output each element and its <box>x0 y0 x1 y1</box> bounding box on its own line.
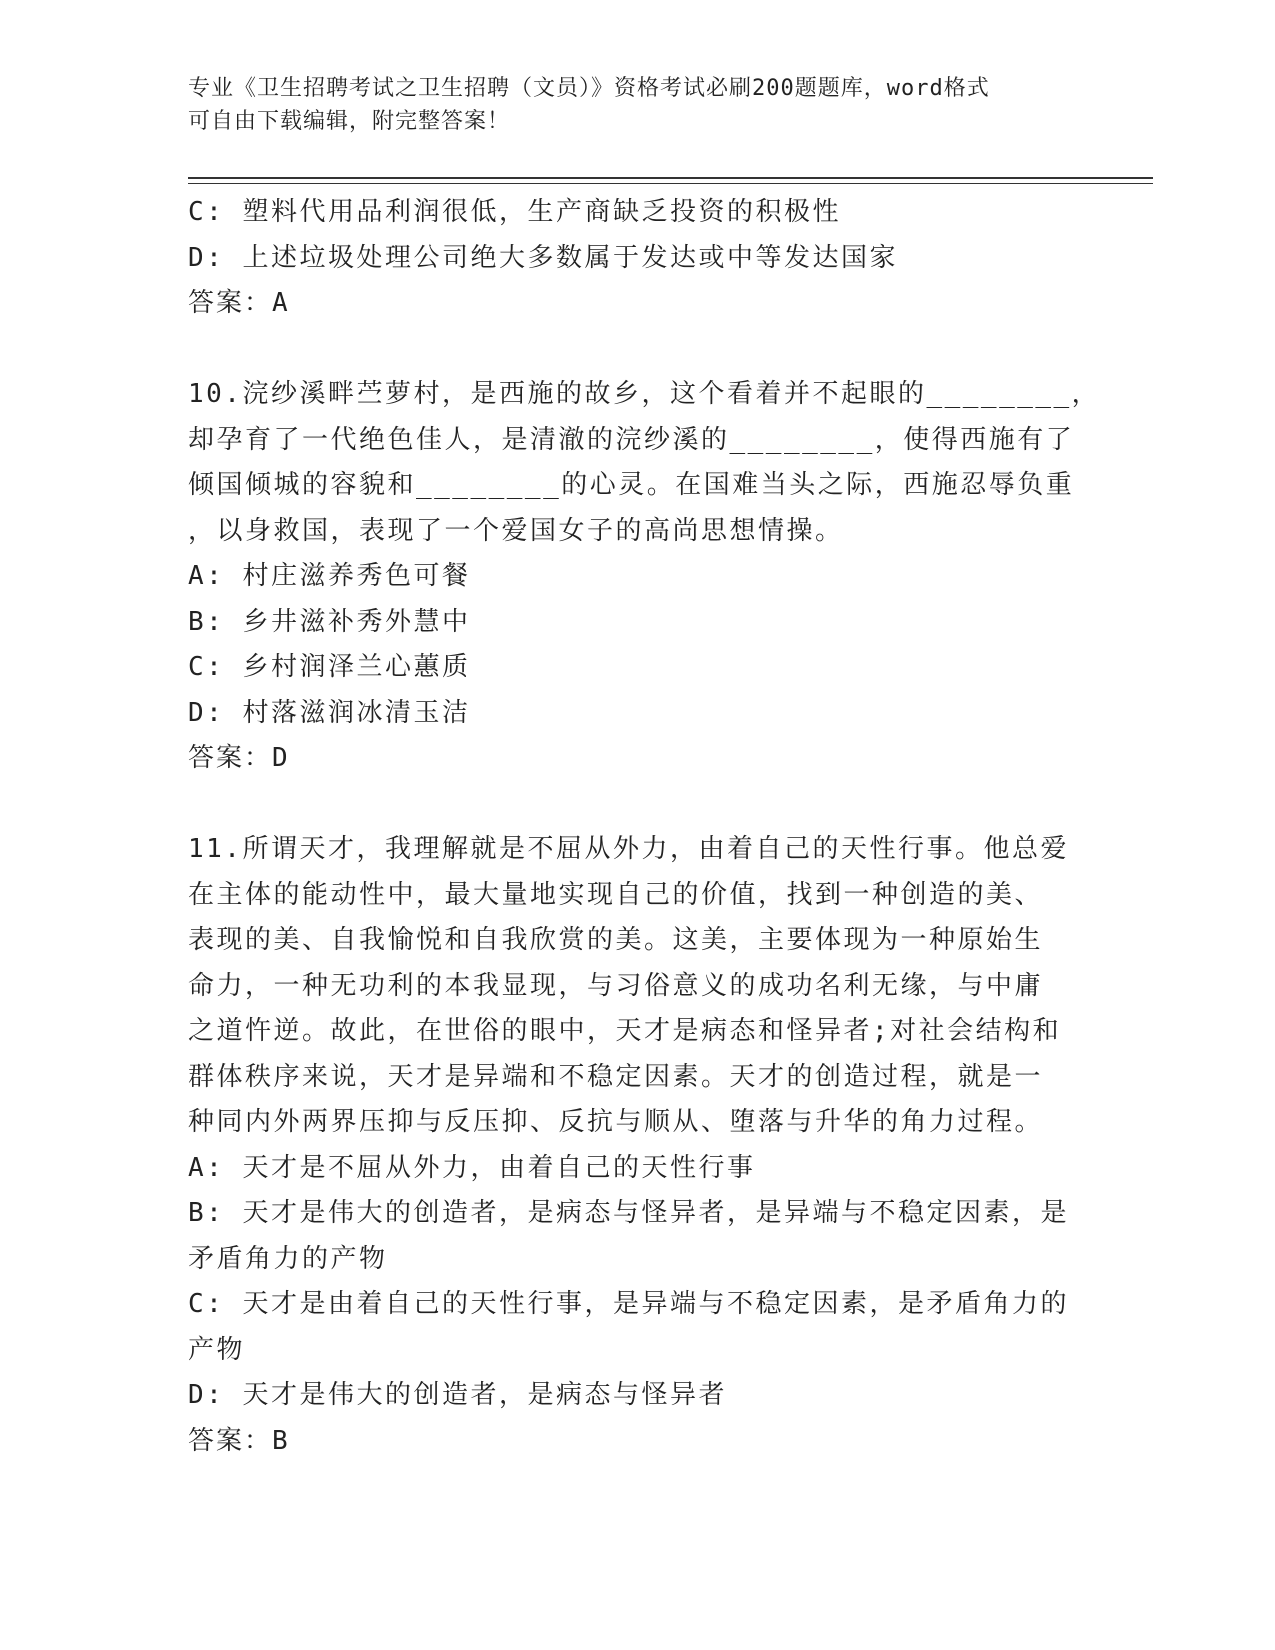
question-stem: 之道忤逆。故此，在世俗的眼中，天才是病态和怪异者;对社会结构和 <box>188 1016 1062 1046</box>
option-d: D: 上述垃圾处理公司绝大多数属于发达或中等发达国家 <box>188 242 898 273</box>
question-10 <box>188 372 1101 782</box>
question-stem: ，以身救国，表现了一个爱国女子的高尚思想情操。 <box>188 515 844 546</box>
header-title-line2: 可自由下载编辑，附完整答案！ <box>188 109 511 134</box>
spacer <box>188 327 1088 373</box>
question-stem: 表现的美、自我愉悦和自我欣赏的美。这美，主要体现为一种原始生 <box>188 925 1044 955</box>
question-stem: 10.浣纱溪畔苎萝村，是西施的故乡，这个看着并不起眼的________， <box>188 379 1101 409</box>
question-stem: 倾国倾城的容貌和________的心灵。在国难当头之际，西施忍辱负重 <box>188 470 1075 500</box>
question-stem: 在主体的能动性中，最大量地实现自己的价值，找到一种创造的美、 <box>188 879 1044 910</box>
prev-question <box>188 190 1088 327</box>
question-stem: 群体秩序来说，天才是异端和不稳定因素。天才的创造过程，就是一 <box>188 1061 1044 1092</box>
document-body <box>188 190 1101 1464</box>
option-a: A: 天才是不屈从外力，由着自己的天性行事 <box>188 1152 756 1183</box>
answer: 答案：B <box>188 1425 290 1456</box>
header-rule-thick <box>188 177 1153 179</box>
option-d: D: 天才是伟大的创造者，是病态与怪异者 <box>188 1380 727 1410</box>
header-title-line1: 专业《卫生招聘考试之卫生招聘（文员）》资格考试必刷200题题库，word格式 <box>188 76 990 101</box>
option-d: D: 村落滋润冰清玉洁 <box>188 697 471 728</box>
option-c: C: 乡村润泽兰心蕙质 <box>188 652 471 682</box>
answer: 答案：D <box>188 743 290 773</box>
answer: 答案：A <box>188 288 290 318</box>
option-b: B: 天才是伟大的创造者，是病态与怪异者，是异端与不稳定因素，是 <box>188 1198 1069 1228</box>
question-11 <box>188 827 1088 1464</box>
option-c: C: 天才是由着自己的天性行事，是异端与不稳定因素，是矛盾角力的 <box>188 1289 1069 1319</box>
option-b-continued: 矛盾角力的产物 <box>188 1243 388 1274</box>
question-stem: 却孕育了一代绝色佳人，是清澈的浣纱溪的________，使得西施有了 <box>188 424 1075 455</box>
spacer <box>188 782 1088 828</box>
option-a: A: 村庄滋养秀色可餐 <box>188 561 471 591</box>
header-rule-thin <box>188 183 1153 184</box>
question-stem: 命力，一种无功利的本我显现，与习俗意义的成功名利无缘，与中庸 <box>188 970 1044 1001</box>
document-header <box>188 72 1068 138</box>
option-c-continued: 产物 <box>188 1334 246 1365</box>
option-b: B: 乡井滋补秀外慧中 <box>188 606 471 637</box>
option-c: C: 塑料代用品利润很低，生产商缺乏投资的积极性 <box>188 197 841 227</box>
question-stem: 种同内外两界压抑与反压抑、反抗与顺从、堕落与升华的角力过程。 <box>188 1107 1044 1137</box>
question-stem: 11.所谓天才，我理解就是不屈从外力，由着自己的天性行事。他总爱 <box>188 834 1069 864</box>
